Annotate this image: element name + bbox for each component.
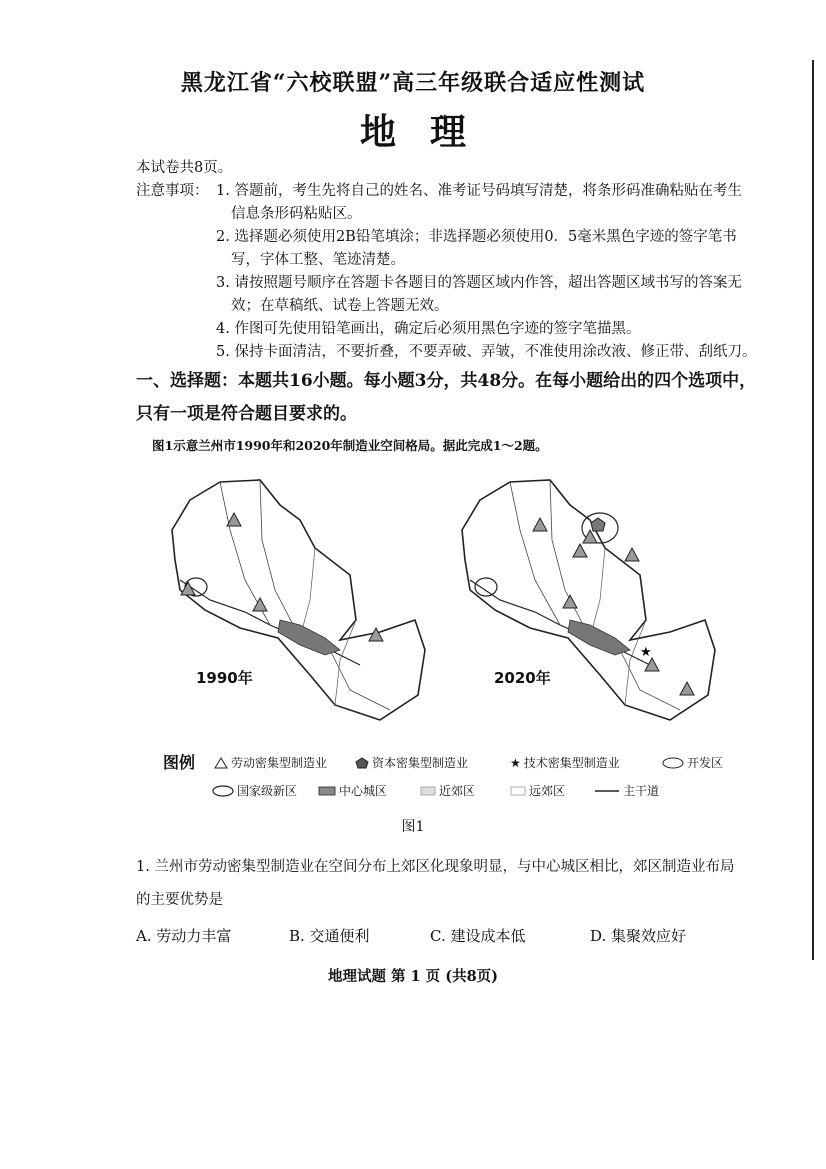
legend-capital-label: 资本密集型制造业 (372, 756, 469, 770)
legend-near-label: 近郊区 (439, 784, 476, 798)
legend-tech-label: 技术密集型制造业 (523, 756, 620, 770)
legend-dev-zone-label: 开发区 (687, 756, 724, 770)
notice-item-1: 1. 答题前，考生先将自己的姓名、准考证号码填写清楚，将条形码准确粘贴在考生 (216, 183, 742, 199)
notice-item-1-cont: 信息条形码粘贴区。 (231, 206, 362, 222)
option-b: B. 交通便利 (289, 927, 370, 945)
center-swatch-icon (318, 785, 336, 797)
legend-near (420, 782, 475, 799)
notice-item-4: 4. 作图可先使用铅笔画出，确定后必须用黑色字迹的签字笔描黑。 (216, 321, 641, 337)
question-1-stem-cont: 的主要优势是 (136, 892, 223, 908)
question-1-stem: 1. 兰州市劳动密集型制造业在空间分布上郊区化现象明显，与中心城区相比，郊区制造业布局 (136, 859, 735, 875)
figure-intro: 图1示意兰州市1990年和2020年制造业空间格局。据此完成1～2题。 (152, 438, 548, 453)
section-heading-line1: 一、选择题：本题共16小题。每小题3分，共48分。在每小题给出的四个选项中， (136, 371, 757, 391)
legend-road (594, 782, 659, 799)
map-1990-label: 1990年 (196, 669, 253, 687)
legend-tech (510, 754, 620, 771)
capital-symbol (591, 518, 605, 531)
notice-label: 注意事项： (136, 183, 209, 199)
notice-item-3-cont: 效；在草稿纸、试卷上答题无效。 (231, 298, 449, 314)
legend-dev-zone (662, 754, 723, 771)
labor-symbol (625, 548, 639, 561)
legend-national-zone (212, 782, 297, 799)
legend-labor-label: 劳动密集型制造业 (231, 756, 328, 770)
notice-item-2-cont: 写，字体工整、笔迹清楚。 (231, 252, 405, 268)
exam-title: 黑龙江省“六校联盟”高三年级联合适应性测试 (180, 70, 646, 96)
tech-symbol: ★ (640, 645, 652, 660)
map-2020-label: 2020年 (494, 669, 551, 687)
legend-far-label: 远郊区 (529, 784, 566, 798)
capital-pentagon-icon (355, 757, 369, 769)
legend-road-label: 主干道 (623, 784, 660, 798)
notice-item-5: 5. 保持卡面清洁，不要折叠，不要弄破、弄皱，不准使用涂改液、修正带、刮纸刀。 (216, 344, 757, 360)
legend-national-zone-label: 国家级新区 (237, 784, 298, 798)
legend-center-label: 中心城区 (339, 784, 388, 798)
labor-triangle-icon (214, 757, 228, 769)
far-swatch-icon (510, 785, 526, 797)
option-c: C. 建设成本低 (430, 927, 526, 945)
legend-capital (355, 754, 468, 771)
legend-far (510, 782, 565, 799)
notice-item-3: 3. 请按照题号顺序在答题卡各题目的答题区域内作答，超出答题区域书写的答案无 (216, 275, 742, 291)
legend-center (318, 782, 387, 799)
option-a: A. 劳动力丰富 (136, 927, 232, 945)
notice-item-2: 2. 选择题必须使用2B铅笔填涂；非选择题必须使用0．5毫米黑色字迹的签字笔书 (216, 229, 737, 245)
subject-title: 地理 (359, 111, 500, 153)
figure-caption: 图1 (401, 819, 425, 835)
legend-labor (214, 754, 327, 771)
tech-star-icon: ★ (510, 755, 521, 770)
map-2020 (440, 460, 740, 750)
map-1990 (150, 460, 450, 750)
dev-zone-ellipse-icon (662, 757, 684, 769)
pages-note: 本试卷共8页。 (136, 160, 233, 176)
legend-title: 图例 (163, 753, 196, 772)
option-d: D. 集聚效应好 (590, 927, 687, 945)
national-zone-ellipse-icon (212, 785, 234, 797)
road-line-icon (594, 785, 620, 797)
section-heading-line2: 只有一项是符合题目要求的。 (136, 404, 357, 424)
near-swatch-icon (420, 785, 436, 797)
page-footer: 地理试题 第 1 页 (共8页) (327, 968, 499, 985)
